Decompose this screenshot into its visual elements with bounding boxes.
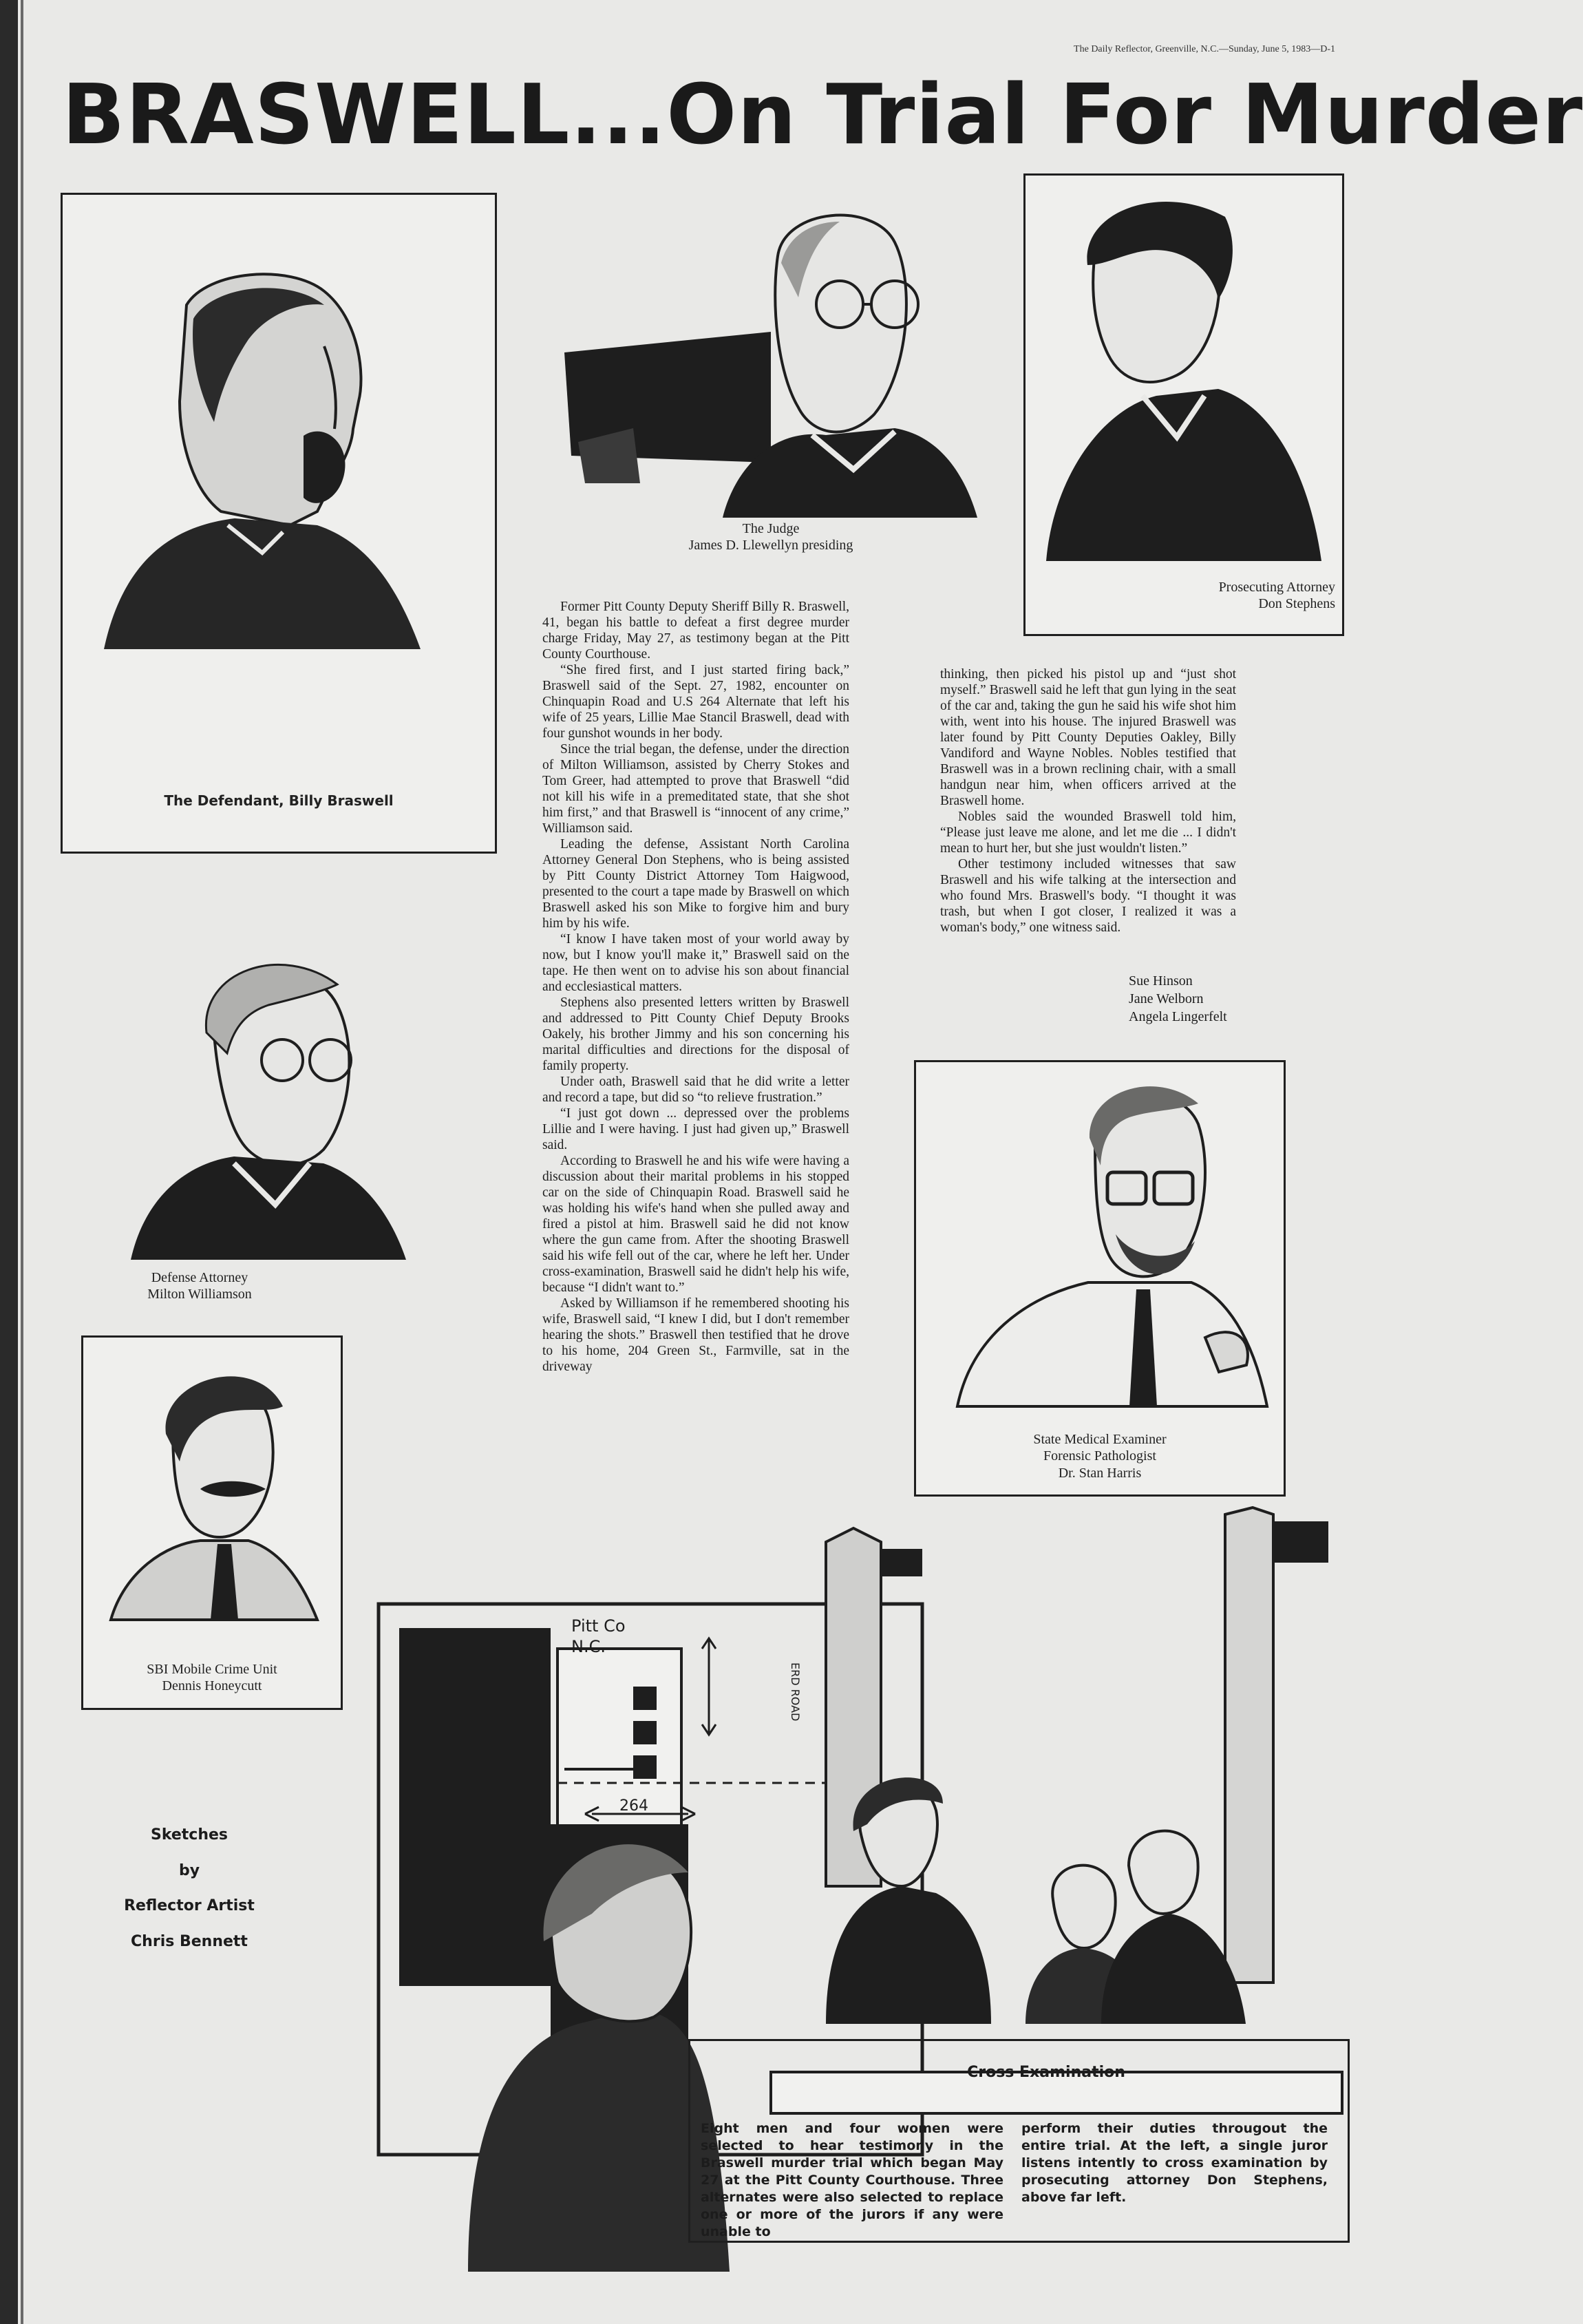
defense-attorney-sketch (131, 943, 434, 1260)
credit-line: Sketches (150, 1826, 229, 1844)
story-paragraph: According to Braswell he and his wife were having a discussion about their marital problems in his stopped car on the side of Chinquapin Road. Braswell said he was holding his wife's hand when she pulled away and fired a pistol at him. Braswell said he did not know where the gun came from. After the shooting Braswell said his wife fell out of the car, where he left her. Under cross-examination, Braswell said he didn't help his wife, because “I didn't want to.” (542, 1154, 849, 1295)
story-paragraph: Other testimony included witnesses that saw Braswell and his wife talking at the intersection and who found Mrs. Braswell's body. “I thought it was trash, but when I got closer, I realized it was a woman's body,” one witness said. (940, 857, 1236, 935)
byline-block (1129, 972, 1227, 1026)
cutline-left: Eight men and four women were selected to hear testimony in the Braswell murder trial which began May 27 at the Pitt County Courthouse. Three alternates were also selected to replace one or more of the jurors if any were unable to (701, 2121, 1003, 2240)
page-binding-edge (0, 0, 18, 2324)
story-column-2 (940, 666, 1236, 936)
story-paragraph: Stephens also presented letters written by Braswell and addressed to Pitt County Chief Deputy Brooks Oakely, his brother Jimmy and his son concerning his marital difficulties and directions for the disposal of family property. (542, 995, 849, 1073)
examiner-caption-name: Dr. Stan Harris (1058, 1465, 1142, 1481)
judge-caption-title: The Judge (742, 521, 800, 536)
judge-caption (640, 520, 902, 554)
judge-caption-name: James D. Llewellyn presiding (688, 538, 853, 553)
prosecutor-sketch-frame (1023, 173, 1344, 636)
byline-name: Jane Welborn (1129, 991, 1204, 1006)
story-paragraph: thinking, then picked his pistol up and “just shot myself.” Braswell said he left that gun lying in the seat of the car and, taking the gun he said his wife shot him with, went into his house. The injured Braswell was later found by Pitt County Deputies Oakley, Billy Vandiford and Wayne Nobles. Nobles testified that Braswell was in a brown reclining chair, with a small handgun near him, when officers arrived at the Braswell home. (940, 667, 1236, 808)
page-binding-line (21, 0, 23, 2324)
story-paragraph: Nobles said the wounded Braswell told him, “Please just leave me alone, and let me die ... I didn't mean to hurt her, but she just wouldn't listen.” (940, 810, 1236, 856)
byline-name: Sue Hinson (1129, 973, 1193, 989)
story-paragraph: Leading the defense, Assistant North Carolina Attorney General Don Stephens, who is being assisted by Pitt County District Attorney Tom Haigwood, presented to the court a tape made by Braswell on which Braswell asked his son Mike to forgive him and bury him by his wife. (542, 837, 849, 931)
sign-state-text: N.C. (571, 1637, 606, 1656)
credit-line: Chris Bennett (131, 1933, 248, 1951)
sketch-credit (110, 1817, 268, 1960)
story-paragraph: “She fired first, and I just started firing back,” Braswell said of the Sept. 27, 1982, encounter on Chinquapin Road and U.S 264 Alternate that left his wife of 25 years, Lillie Mae Stancil Braswell, dead with four gunshot wounds in her body. (542, 663, 849, 741)
prosecutor-caption-name: Don Stephens (1258, 596, 1335, 612)
prosecutor-caption-title: Prosecuting Attorney (1218, 580, 1335, 595)
story-paragraph: “I just got down ... depressed over the problems Lillie and I were having. I just had given up,” Braswell said. (542, 1106, 849, 1152)
cutline-right: perform their duties througout the entire trial. At the left, a single juror listens intently to cross examination by prosecuting attorney Don Stephens, above far left. (1021, 2121, 1328, 2206)
defendant-sketch (97, 264, 469, 649)
defendant-sketch-frame (61, 193, 497, 854)
sign-county-text: Pitt Co (571, 1616, 626, 1636)
defendant-caption: The Defendant, Billy Braswell (164, 792, 394, 809)
credit-line: Reflector Artist (124, 1897, 255, 1915)
examiner-caption-subtitle: Forensic Pathologist (1043, 1448, 1156, 1464)
sign-route-text: 264 (619, 1797, 648, 1815)
sbi-caption-name: Dennis Honeycutt (162, 1678, 262, 1694)
headline: BRASWELL...On Trial For Murder (62, 67, 1583, 163)
prosecutor-caption (1184, 579, 1335, 613)
story-paragraph: “I know I have taken most of your world away by now, but I know you'll make it,” Braswell said on the tape. He then went on to advise his son about financial and ecclesiastical matters. (542, 932, 849, 994)
story-paragraph: Asked by Williamson if he remembered shooting his wife, Braswell said, “I knew I did, but I don't remember hearing the shots.” Braswell then testified that he drove to his home, 204 Green St., Farmville, sat in the driveway (542, 1296, 849, 1374)
story-paragraph: Under oath, Braswell said that he did write a letter and record a tape, but did so “to relieve frustration.” (542, 1075, 849, 1105)
story-paragraph: Since the trial began, the defense, under the direction of Milton Williamson, assisted by Cherry Stokes and Tom Greer, had attempted to prove that Braswell “did not kill his wife in a premeditated state, that she shot him first,” and that Braswell is “innocent of any crime,” Williamson said. (542, 742, 849, 836)
page-folio: The Daily Reflector, Greenville, N.C.—Sunday, June 5, 1983—D-1 (1074, 44, 1335, 54)
examiner-sketch (930, 1076, 1270, 1406)
defense-caption (103, 1269, 296, 1303)
examiner-caption-title: State Medical Examiner (1033, 1432, 1167, 1447)
cross-examination-title: Cross Examination (967, 2064, 1125, 2081)
story-paragraph: Former Pitt County Deputy Sheriff Billy R. Braswell, 41, began his battle to defeat a first degree murder charge Friday, May 27, as testimony began at the Pitt County Courthouse. (542, 600, 849, 662)
story-column-1 (542, 599, 849, 1375)
examiner-caption (916, 1431, 1284, 1481)
prosecutor-sketch (1039, 189, 1328, 561)
examiner-sketch-frame (914, 1060, 1286, 1497)
sbi-caption-title: SBI Mobile Crime Unit (147, 1662, 277, 1677)
credit-line: by (178, 1861, 200, 1879)
defense-caption-name: Milton Williamson (147, 1287, 252, 1302)
byline-name: Angela Lingerfelt (1129, 1009, 1227, 1024)
defense-caption-title: Defense Attorney (151, 1270, 248, 1285)
sign-road-text: ERD ROAD (789, 1662, 802, 1722)
judge-sketch (551, 194, 1005, 518)
